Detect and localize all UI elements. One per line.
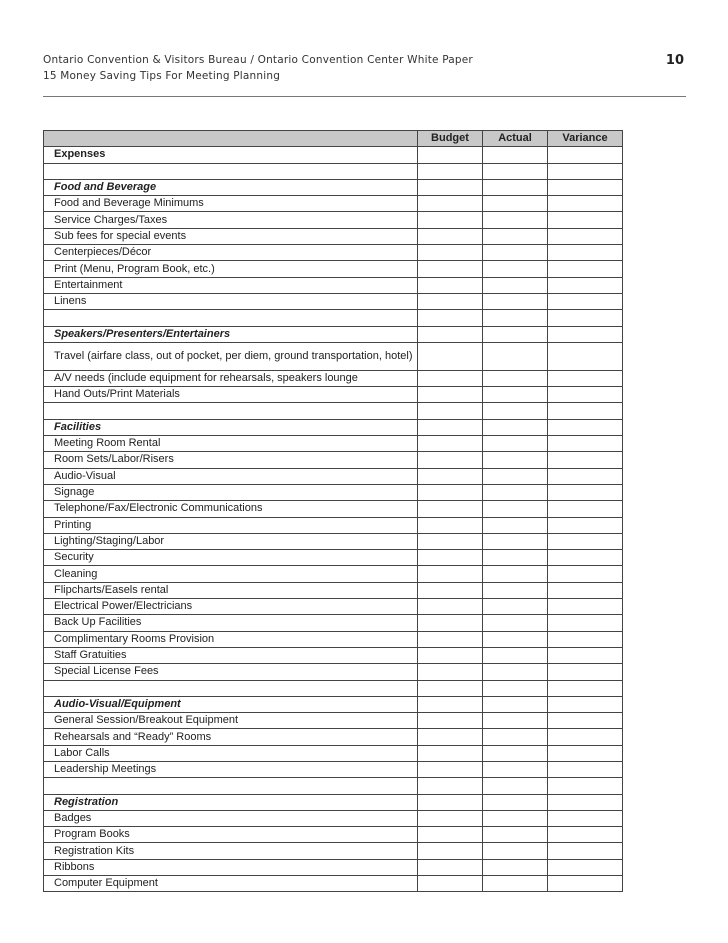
budget-cell bbox=[418, 370, 483, 386]
row-label: Hand Outs/Print Materials bbox=[44, 387, 418, 403]
section-heading: Registration bbox=[44, 794, 418, 810]
table-row bbox=[44, 370, 623, 386]
actual-cell bbox=[483, 147, 548, 163]
row-label: Flipcharts/Easels rental bbox=[44, 582, 418, 598]
row-label: Electrical Power/Electricians bbox=[44, 599, 418, 615]
actual-cell bbox=[483, 419, 548, 435]
budget-cell bbox=[418, 387, 483, 403]
variance-cell bbox=[548, 615, 623, 631]
variance-cell bbox=[548, 212, 623, 228]
table-row bbox=[44, 163, 623, 179]
table-row bbox=[44, 859, 623, 875]
table-row bbox=[44, 664, 623, 680]
actual-cell bbox=[483, 370, 548, 386]
row-label: Signage bbox=[44, 484, 418, 500]
budget-cell bbox=[418, 550, 483, 566]
variance-cell bbox=[548, 196, 623, 212]
actual-cell bbox=[483, 859, 548, 875]
actual-cell bbox=[483, 342, 548, 370]
actual-cell bbox=[483, 436, 548, 452]
row-label: Ribbons bbox=[44, 859, 418, 875]
table-row bbox=[44, 517, 623, 533]
budget-cell bbox=[418, 566, 483, 582]
table-row bbox=[44, 729, 623, 745]
variance-cell bbox=[548, 228, 623, 244]
budget-cell bbox=[418, 582, 483, 598]
actual-cell bbox=[483, 484, 548, 500]
variance-cell bbox=[548, 761, 623, 777]
budget-cell bbox=[418, 729, 483, 745]
row-label: Complimentary Rooms Provision bbox=[44, 631, 418, 647]
table-row bbox=[44, 196, 623, 212]
table-row bbox=[44, 696, 623, 712]
actual-cell bbox=[483, 196, 548, 212]
budget-cell bbox=[418, 342, 483, 370]
table-row bbox=[44, 810, 623, 826]
table-row bbox=[44, 403, 623, 419]
budget-cell bbox=[418, 310, 483, 326]
variance-cell bbox=[548, 484, 623, 500]
variance-cell bbox=[548, 436, 623, 452]
variance-cell bbox=[548, 876, 623, 892]
table-row bbox=[44, 876, 623, 892]
column-header-actual: Actual bbox=[483, 131, 548, 147]
row-label: Program Books bbox=[44, 827, 418, 843]
row-label: Printing bbox=[44, 517, 418, 533]
row-label: Back Up Facilities bbox=[44, 615, 418, 631]
budget-cell bbox=[418, 631, 483, 647]
actual-cell bbox=[483, 326, 548, 342]
table-row bbox=[44, 277, 623, 293]
table-row bbox=[44, 179, 623, 195]
budget-cell bbox=[418, 436, 483, 452]
table-row bbox=[44, 484, 623, 500]
variance-cell bbox=[548, 261, 623, 277]
table-header-row bbox=[44, 131, 623, 147]
row-label: Telephone/Fax/Electronic Communications bbox=[44, 501, 418, 517]
budget-cell bbox=[418, 228, 483, 244]
row-label: Service Charges/Taxes bbox=[44, 212, 418, 228]
column-header-item bbox=[44, 131, 418, 147]
budget-cell bbox=[418, 599, 483, 615]
budget-cell bbox=[418, 245, 483, 261]
actual-cell bbox=[483, 228, 548, 244]
table-row bbox=[44, 647, 623, 663]
budget-cell bbox=[418, 517, 483, 533]
table-row bbox=[44, 713, 623, 729]
actual-cell bbox=[483, 212, 548, 228]
row-label: Special License Fees bbox=[44, 664, 418, 680]
actual-cell bbox=[483, 696, 548, 712]
row-label: Audio-Visual bbox=[44, 468, 418, 484]
column-header-budget: Budget bbox=[418, 131, 483, 147]
table-row bbox=[44, 147, 623, 163]
section-heading: Facilities bbox=[44, 419, 418, 435]
table-row bbox=[44, 566, 623, 582]
actual-cell bbox=[483, 387, 548, 403]
table-row bbox=[44, 794, 623, 810]
actual-cell bbox=[483, 533, 548, 549]
actual-cell bbox=[483, 293, 548, 309]
actual-cell bbox=[483, 566, 548, 582]
row-label: Sub fees for special events bbox=[44, 228, 418, 244]
table-row bbox=[44, 212, 623, 228]
variance-cell bbox=[548, 342, 623, 370]
actual-cell bbox=[483, 876, 548, 892]
actual-cell bbox=[483, 310, 548, 326]
variance-cell bbox=[548, 599, 623, 615]
row-label: Print (Menu, Program Book, etc.) bbox=[44, 261, 418, 277]
variance-cell bbox=[548, 387, 623, 403]
variance-cell bbox=[548, 245, 623, 261]
budget-cell bbox=[418, 794, 483, 810]
variance-cell bbox=[548, 310, 623, 326]
actual-cell bbox=[483, 761, 548, 777]
budget-cell bbox=[418, 403, 483, 419]
budget-cell bbox=[418, 501, 483, 517]
header-title: Ontario Convention & Visitors Bureau / Ontario Convention Center White Paper bbox=[43, 54, 473, 66]
budget-cell bbox=[418, 212, 483, 228]
row-label: Staff Gratuities bbox=[44, 647, 418, 663]
budget-cell bbox=[418, 452, 483, 468]
budget-cell bbox=[418, 615, 483, 631]
row-label: Computer Equipment bbox=[44, 876, 418, 892]
row-label: Badges bbox=[44, 810, 418, 826]
actual-cell bbox=[483, 843, 548, 859]
actual-cell bbox=[483, 664, 548, 680]
table-row bbox=[44, 326, 623, 342]
variance-cell bbox=[548, 179, 623, 195]
table-row bbox=[44, 501, 623, 517]
variance-cell bbox=[548, 370, 623, 386]
row-label: Room Sets/Labor/Risers bbox=[44, 452, 418, 468]
table-row bbox=[44, 468, 623, 484]
page-number: 10 bbox=[665, 53, 684, 68]
section-heading: Speakers/Presenters/Entertainers bbox=[44, 326, 418, 342]
table-row bbox=[44, 827, 623, 843]
budget-cell bbox=[418, 778, 483, 794]
variance-cell bbox=[548, 827, 623, 843]
row-label: Entertainment bbox=[44, 277, 418, 293]
blank-cell bbox=[44, 680, 418, 696]
budget-cell bbox=[418, 859, 483, 875]
row-label: Meeting Room Rental bbox=[44, 436, 418, 452]
budget-cell bbox=[418, 664, 483, 680]
actual-cell bbox=[483, 745, 548, 761]
variance-cell bbox=[548, 745, 623, 761]
blank-cell bbox=[44, 310, 418, 326]
variance-cell bbox=[548, 419, 623, 435]
table-row bbox=[44, 582, 623, 598]
table-row bbox=[44, 615, 623, 631]
variance-cell bbox=[548, 566, 623, 582]
budget-cell bbox=[418, 147, 483, 163]
actual-cell bbox=[483, 468, 548, 484]
actual-cell bbox=[483, 501, 548, 517]
actual-cell bbox=[483, 403, 548, 419]
variance-cell bbox=[548, 582, 623, 598]
budget-cell bbox=[418, 876, 483, 892]
actual-cell bbox=[483, 582, 548, 598]
budget-cell bbox=[418, 533, 483, 549]
row-label: Registration Kits bbox=[44, 843, 418, 859]
actual-cell bbox=[483, 631, 548, 647]
header-subtitle: 15 Money Saving Tips For Meeting Planning bbox=[43, 70, 281, 82]
budget-cell bbox=[418, 843, 483, 859]
actual-cell bbox=[483, 245, 548, 261]
budget-cell bbox=[418, 419, 483, 435]
variance-cell bbox=[548, 468, 623, 484]
budget-cell bbox=[418, 326, 483, 342]
variance-cell bbox=[548, 517, 623, 533]
budget-cell bbox=[418, 680, 483, 696]
budget-cell bbox=[418, 761, 483, 777]
table-row bbox=[44, 452, 623, 468]
row-label: Food and Beverage Minimums bbox=[44, 196, 418, 212]
budget-cell bbox=[418, 827, 483, 843]
variance-cell bbox=[548, 147, 623, 163]
column-header-variance: Variance bbox=[548, 131, 623, 147]
row-label: Cleaning bbox=[44, 566, 418, 582]
variance-cell bbox=[548, 810, 623, 826]
budget-cell bbox=[418, 196, 483, 212]
row-label: Lighting/Staging/Labor bbox=[44, 533, 418, 549]
table-row bbox=[44, 745, 623, 761]
actual-cell bbox=[483, 647, 548, 663]
variance-cell bbox=[548, 696, 623, 712]
row-label: Leadership Meetings bbox=[44, 761, 418, 777]
table-row bbox=[44, 419, 623, 435]
variance-cell bbox=[548, 452, 623, 468]
row-label: Centerpieces/Décor bbox=[44, 245, 418, 261]
variance-cell bbox=[548, 794, 623, 810]
table-row bbox=[44, 631, 623, 647]
variance-cell bbox=[548, 163, 623, 179]
budget-cell bbox=[418, 745, 483, 761]
budget-cell bbox=[418, 696, 483, 712]
blank-cell bbox=[44, 163, 418, 179]
table-row bbox=[44, 245, 623, 261]
variance-cell bbox=[548, 533, 623, 549]
table-row bbox=[44, 550, 623, 566]
budget-cell bbox=[418, 293, 483, 309]
actual-cell bbox=[483, 729, 548, 745]
table-row bbox=[44, 293, 623, 309]
actual-cell bbox=[483, 827, 548, 843]
table-row bbox=[44, 310, 623, 326]
budget-cell bbox=[418, 713, 483, 729]
actual-cell bbox=[483, 550, 548, 566]
variance-cell bbox=[548, 713, 623, 729]
table-row bbox=[44, 843, 623, 859]
section-heading: Food and Beverage bbox=[44, 179, 418, 195]
table-row bbox=[44, 228, 623, 244]
budget-cell bbox=[418, 261, 483, 277]
variance-cell bbox=[548, 326, 623, 342]
blank-cell bbox=[44, 403, 418, 419]
row-label: General Session/Breakout Equipment bbox=[44, 713, 418, 729]
table-row bbox=[44, 599, 623, 615]
actual-cell bbox=[483, 277, 548, 293]
budget-cell bbox=[418, 163, 483, 179]
variance-cell bbox=[548, 631, 623, 647]
table-row bbox=[44, 680, 623, 696]
actual-cell bbox=[483, 794, 548, 810]
blank-cell bbox=[44, 778, 418, 794]
table-row bbox=[44, 533, 623, 549]
budget-table bbox=[43, 130, 623, 892]
actual-cell bbox=[483, 810, 548, 826]
row-label: Travel (airfare class, out of pocket, per diem, ground transportation, hotel) bbox=[44, 342, 418, 370]
table-row bbox=[44, 778, 623, 794]
header-divider bbox=[43, 96, 686, 97]
row-label: Linens bbox=[44, 293, 418, 309]
table-row bbox=[44, 261, 623, 277]
variance-cell bbox=[548, 680, 623, 696]
section-heading: Audio-Visual/Equipment bbox=[44, 696, 418, 712]
row-label: Expenses bbox=[44, 147, 418, 163]
variance-cell bbox=[548, 664, 623, 680]
budget-cell bbox=[418, 277, 483, 293]
variance-cell bbox=[548, 293, 623, 309]
table-row bbox=[44, 761, 623, 777]
actual-cell bbox=[483, 680, 548, 696]
budget-cell bbox=[418, 468, 483, 484]
budget-cell bbox=[418, 810, 483, 826]
row-label: A/V needs (include equipment for rehearsals, speakers lounge bbox=[44, 370, 418, 386]
variance-cell bbox=[548, 647, 623, 663]
variance-cell bbox=[548, 843, 623, 859]
variance-cell bbox=[548, 859, 623, 875]
variance-cell bbox=[548, 729, 623, 745]
actual-cell bbox=[483, 778, 548, 794]
variance-cell bbox=[548, 277, 623, 293]
budget-cell bbox=[418, 484, 483, 500]
table-row bbox=[44, 387, 623, 403]
actual-cell bbox=[483, 179, 548, 195]
row-label: Labor Calls bbox=[44, 745, 418, 761]
variance-cell bbox=[548, 501, 623, 517]
actual-cell bbox=[483, 713, 548, 729]
actual-cell bbox=[483, 599, 548, 615]
row-label: Rehearsals and “Ready” Rooms bbox=[44, 729, 418, 745]
actual-cell bbox=[483, 517, 548, 533]
actual-cell bbox=[483, 261, 548, 277]
actual-cell bbox=[483, 452, 548, 468]
actual-cell bbox=[483, 615, 548, 631]
table-row bbox=[44, 342, 623, 370]
page-header bbox=[43, 52, 686, 84]
variance-cell bbox=[548, 778, 623, 794]
actual-cell bbox=[483, 163, 548, 179]
variance-cell bbox=[548, 550, 623, 566]
table-row bbox=[44, 436, 623, 452]
budget-cell bbox=[418, 179, 483, 195]
budget-cell bbox=[418, 647, 483, 663]
row-label: Security bbox=[44, 550, 418, 566]
variance-cell bbox=[548, 403, 623, 419]
